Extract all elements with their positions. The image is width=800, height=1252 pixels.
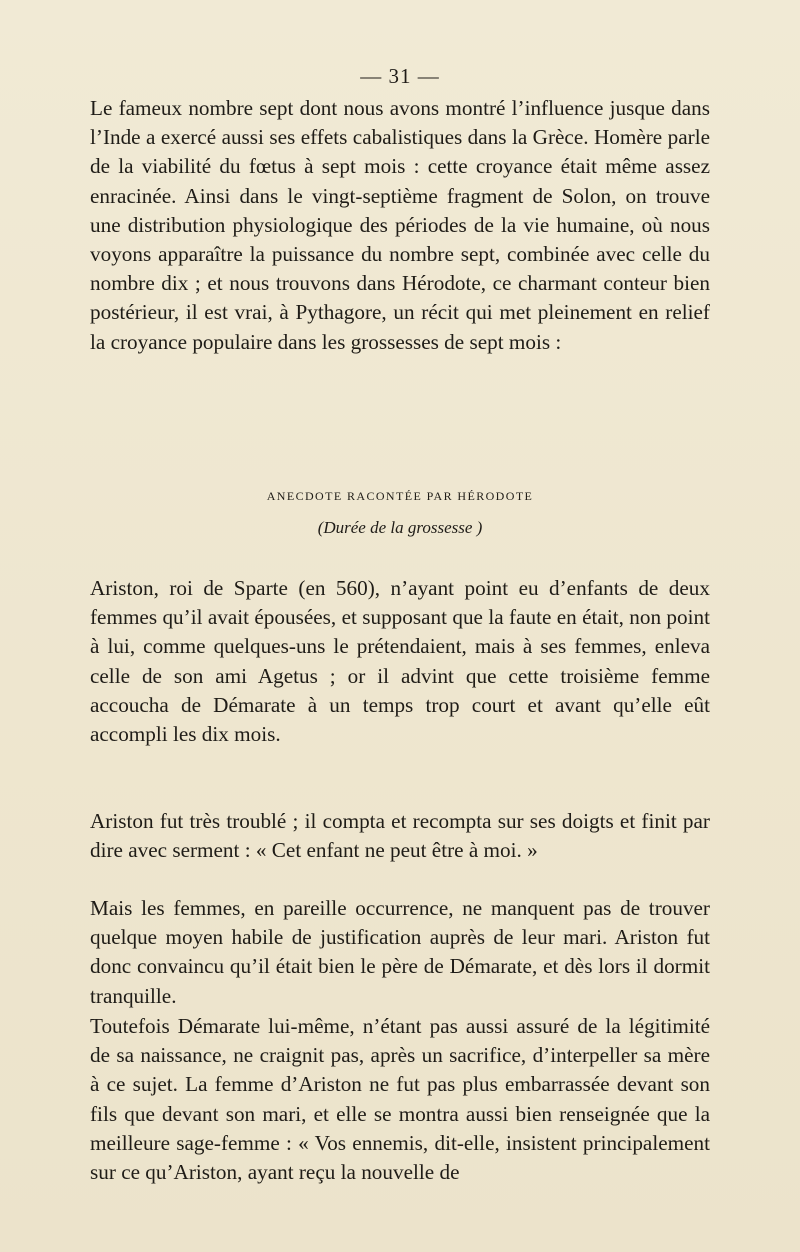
section-heading: ANECDOTE RACONTÉE PAR HÉRODOTE xyxy=(266,489,534,503)
page-number: — 31 — xyxy=(360,64,440,88)
ariston-paragraph-2: Ariston fut très troublé ; il compta et recompta sur ses doigts et finit par dire avec serment : « Cet enfant ne peut être à moi. » xyxy=(90,809,710,863)
ariston-paragraph-4: Toutefois Démarate lui-même, n’étant pas aussi assuré de la légitimité de sa naissance, ne craignit pas, après un sacrifice, d’interpeller sa mère à ce sujet. La femme d’Ariston ne fut pas plus embarrassée devant son fils que devant son mari, et elle se montra aussi bien renseignée que la meilleure sage-femme : « Vos ennemis, dit-elle, insistent principalement sur ce qu’Ariston, ayant reçu la nouvelle de xyxy=(90,1014,710,1185)
section-subtitle: (Durée de la grossesse ) xyxy=(317,518,483,537)
intro-paragraph: Le fameux nombre sept dont nous avons montré l’influence jusque dans l’Inde a exercé aussi ses effets cabalistiques dans la Grèce. Homère parle de la viabilité du fœtus à sept mois : cette croyance était même assez enracinée. Ainsi dans le vingt-septième fragment de Solon, on trouve une distribution physiologique des périodes de la vie humaine, où nous voyons apparaître la puissance du nombre sept, combinée avec celle du nombre dix ; et nous trouvons dans Hérodote, ce charmant conteur bien postérieur, il est vrai, à Pythagore, un récit qui met pleinement en relief la croyance populaire dans les grossesses de sept mois : xyxy=(90,96,710,354)
ariston-paragraph-1: Ariston, roi de Sparte (en 560), n’ayant point eu d’enfants de deux femmes qu’il avait épousées, et supposant que la faute en était, non point à lui, comme quelques-uns le prétendaient, mais à ses femmes, enleva celle de son ami Agetus ; or il advint que cette troisième femme accoucha de Démarate à un temps trop court et avant qu’elle eût accompli les dix mois. xyxy=(90,576,710,747)
ariston-paragraph-3: Mais les femmes, en pareille occurrence, ne manquent pas de trouver quelque moyen habile de justification auprès de leur mari. Ariston fut donc convaincu qu’il était bien le père de Démarate, et dès lors il dormit tranquille. xyxy=(90,896,710,1008)
